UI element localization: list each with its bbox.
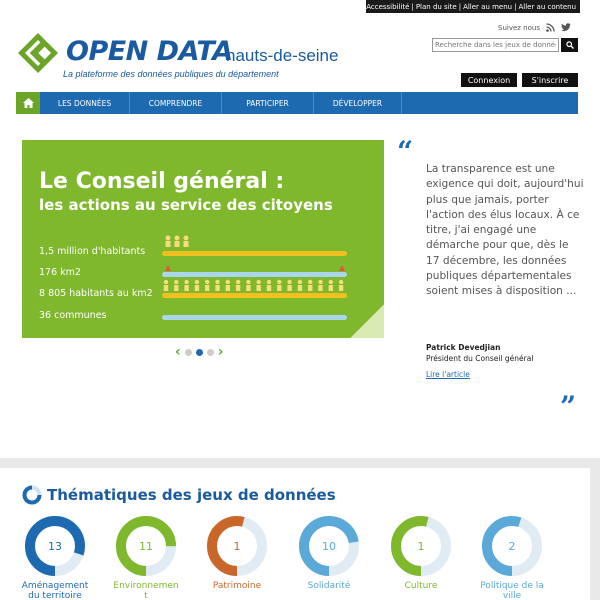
search-button[interactable] bbox=[561, 38, 578, 52]
stat-densite: 8 805 habitants au km2 bbox=[39, 288, 153, 299]
theme-donut-icon bbox=[298, 515, 360, 577]
theme-count: 2 bbox=[508, 540, 516, 553]
flags-illustration bbox=[165, 262, 365, 272]
quote-close-icon: ” bbox=[560, 390, 577, 423]
theme-label: Environnemen t bbox=[113, 581, 179, 600]
logo-title[interactable]: OPEN DATA bbox=[66, 36, 233, 67]
rss-icon[interactable] bbox=[546, 23, 555, 32]
stat-bar bbox=[162, 272, 347, 277]
theme-donut-icon bbox=[206, 515, 268, 577]
main-nav bbox=[16, 92, 578, 114]
page-fold-decoration bbox=[350, 304, 384, 338]
stat-bar bbox=[162, 293, 347, 298]
stat-bar bbox=[162, 251, 347, 256]
stat-bar bbox=[162, 315, 347, 320]
follow-label: Suivez nous bbox=[498, 23, 540, 32]
nav-developper[interactable]: DÉVELOPPER bbox=[314, 92, 402, 114]
follow-us bbox=[498, 23, 571, 32]
theme-count: 1 bbox=[233, 540, 241, 553]
link-accessibilite[interactable]: Accessibilité bbox=[366, 2, 410, 11]
theme-label: Culture bbox=[404, 581, 438, 591]
quote-role: Président du Conseil général bbox=[426, 354, 534, 363]
themes-title: Thématiques des jeux de données bbox=[47, 486, 336, 504]
twitter-icon[interactable] bbox=[561, 23, 571, 32]
quote-open-icon: “ bbox=[397, 135, 414, 168]
themes-section bbox=[0, 468, 590, 600]
link-aller-au-contenu[interactable]: Aller au contenu bbox=[518, 2, 576, 11]
theme-item[interactable] bbox=[106, 515, 186, 600]
theme-donut-icon bbox=[115, 515, 177, 577]
theme-donut-icon bbox=[481, 515, 543, 577]
search-icon bbox=[566, 41, 574, 49]
carousel-dot[interactable] bbox=[207, 349, 214, 356]
theme-label: Solidarité bbox=[307, 581, 351, 591]
link-plan-du-site[interactable]: Plan du site bbox=[415, 2, 457, 11]
theme-item[interactable] bbox=[197, 515, 277, 591]
logo-subtitle[interactable]: hauts-de-seine bbox=[226, 46, 339, 65]
nav-home[interactable] bbox=[16, 92, 40, 114]
theme-count: 10 bbox=[322, 540, 336, 553]
slide-subtitle: les actions au service des citoyens bbox=[39, 196, 333, 214]
theme-count: 1 bbox=[417, 540, 425, 553]
spinner-ring-icon bbox=[22, 485, 42, 505]
slide-title: Le Conseil général : bbox=[39, 169, 285, 194]
carousel-controls bbox=[175, 344, 224, 360]
quote-text: La transparence est une exigence qui doit, aujourd'hui plus que jamais, porter l'action des élus locaux. À ce titre, j'ai engagé une démarche pour que, dès le 17 décembre, les données publiques départementales soient mises à disposition ... bbox=[426, 163, 584, 298]
home-icon bbox=[23, 98, 34, 108]
theme-label: Politique de la ville bbox=[480, 581, 544, 600]
main-content bbox=[0, 118, 600, 458]
tagline: La plateforme des données publiques du département bbox=[63, 69, 279, 79]
stat-superficie: 176 km2 bbox=[39, 267, 81, 278]
carousel-next-icon[interactable]: › bbox=[217, 344, 224, 360]
stat-communes: 36 communes bbox=[39, 310, 107, 321]
carousel-dot[interactable] bbox=[196, 349, 203, 356]
theme-count: 13 bbox=[48, 540, 62, 553]
people-illustration bbox=[162, 235, 202, 249]
utility-links: Accessibilité | Plan du site | Aller au menu | Aller au contenu bbox=[366, 0, 580, 13]
search-input[interactable] bbox=[432, 38, 559, 52]
logo-chevron-icon[interactable] bbox=[17, 32, 59, 74]
theme-item[interactable] bbox=[381, 515, 461, 591]
theme-label: Patrimoine bbox=[212, 581, 262, 591]
theme-count: 11 bbox=[139, 540, 153, 553]
link-aller-au-menu[interactable]: Aller au menu bbox=[463, 2, 513, 11]
nav-comprendre[interactable]: COMPRENDRE bbox=[130, 92, 222, 114]
login-button[interactable]: Connexion bbox=[461, 73, 517, 87]
theme-item[interactable] bbox=[472, 515, 552, 600]
theme-label: Aménagement du territoire bbox=[21, 581, 89, 600]
read-article-link[interactable]: Lire l'article bbox=[426, 370, 470, 379]
theme-item[interactable] bbox=[15, 515, 95, 600]
utility-bar bbox=[0, 0, 600, 15]
signup-button[interactable]: S'inscrire bbox=[522, 73, 578, 87]
crowd-illustration bbox=[162, 279, 352, 293]
carousel-slide[interactable] bbox=[22, 140, 384, 338]
carousel-prev-icon[interactable]: ‹ bbox=[175, 344, 181, 360]
theme-item[interactable] bbox=[289, 515, 369, 591]
quote-author: Patrick Devedjian bbox=[426, 343, 501, 352]
carousel-dot[interactable] bbox=[185, 349, 192, 356]
theme-donut-icon bbox=[390, 515, 452, 577]
theme-donut-icon bbox=[24, 515, 86, 577]
nav-participer[interactable]: PARTICIPER bbox=[222, 92, 314, 114]
stat-habitants: 1,5 million d'habitants bbox=[39, 246, 146, 257]
nav-les-donnees[interactable]: LES DONNÉES bbox=[40, 92, 130, 114]
